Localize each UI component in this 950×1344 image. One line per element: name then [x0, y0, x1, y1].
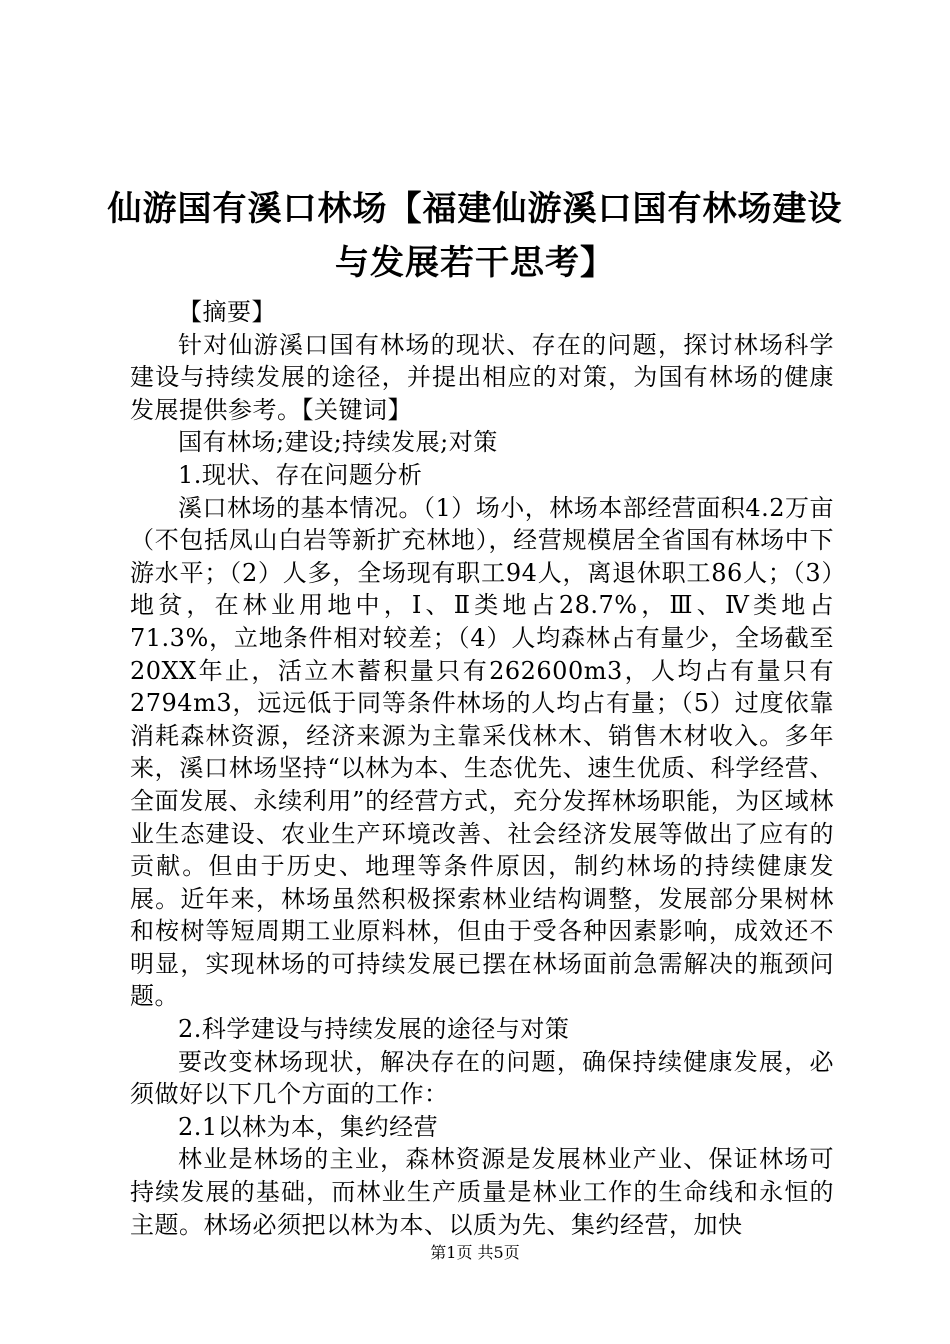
abstract-paragraph: 针对仙游溪口国有林场的现状、存在的问题，探讨林场科学建设与持续发展的途径，并提出相应的对策，为国有林场的健康发展提供参考。【关键词】: [130, 330, 834, 424]
section-heading-2: 2.科学建设与持续发展的途径与对策: [178, 1015, 570, 1044]
body-paragraph-status: 溪口林场的基本情况。（1）场小，林场本部经营面积4.2万亩（不包括凤山白岩等新扩充林地），经营规模居全省国有林场中下游水平；（2）人多，全场现有职工94人，离退休职工86人；（3）地贫，在林业用地中，Ⅰ、Ⅱ类地占28.7%，Ⅲ、Ⅳ类地占71.3%，立地条件相对较差；（4）人均森林占有量少，全场截至20XX年止，活立木蓄积量只有262600m3，人均占有量只有2794m3，远远低于同等条件林场的人均占有量；（5）过度依靠消耗森林资源，经济来源为主靠采伐林木、销售木材收入。多年来，溪口林场坚持“以林为本、生态优先、速生优质、科学经营、全面发展、永续利用”的经营方式，充分发挥林场职能，为区域林业生态建设、农业生产环境改善、社会经济发展等做出了应有的贡献。但由于历史、地理等条件原因，制约林场的持续健康发展。近年来，林场虽然积极探索林业结构调整，发展部分果树林和桉树等短周期工业原料林，但由于受各种因素影响，成效还不明显，实现林场的可持续发展已摆在林场面前急需解决的瓶颈问题。: [130, 493, 834, 1011]
document-body: [130, 296, 834, 1241]
page-footer: 第1页 共5页: [430, 1243, 520, 1262]
abstract-heading: 【摘要】: [178, 298, 276, 326]
keywords-paragraph: 国有林场;建设;持续发展;对策: [178, 428, 498, 457]
body-paragraph-intro: 要改变林场现状，解决存在的问题，确保持续健康发展，必须做好以下几个方面的工作：: [130, 1047, 834, 1109]
subsection-heading-2-1: 2.1以林为本，集约经营: [178, 1112, 439, 1141]
document-title: 仙游国有溪口林场【福建仙游溪口国有林场建设与发展若干思考】: [107, 189, 843, 283]
section-heading-1: 1.现状、存在问题分析: [178, 460, 423, 489]
body-paragraph-forestry: 林业是林场的主业，森林资源是发展林业产业、保证林场可持续发展的基础，而林业生产质量是林业工作的生命线和永恒的主题。林场必须把以林为本、以质为先、集约经营，加快: [130, 1145, 834, 1239]
